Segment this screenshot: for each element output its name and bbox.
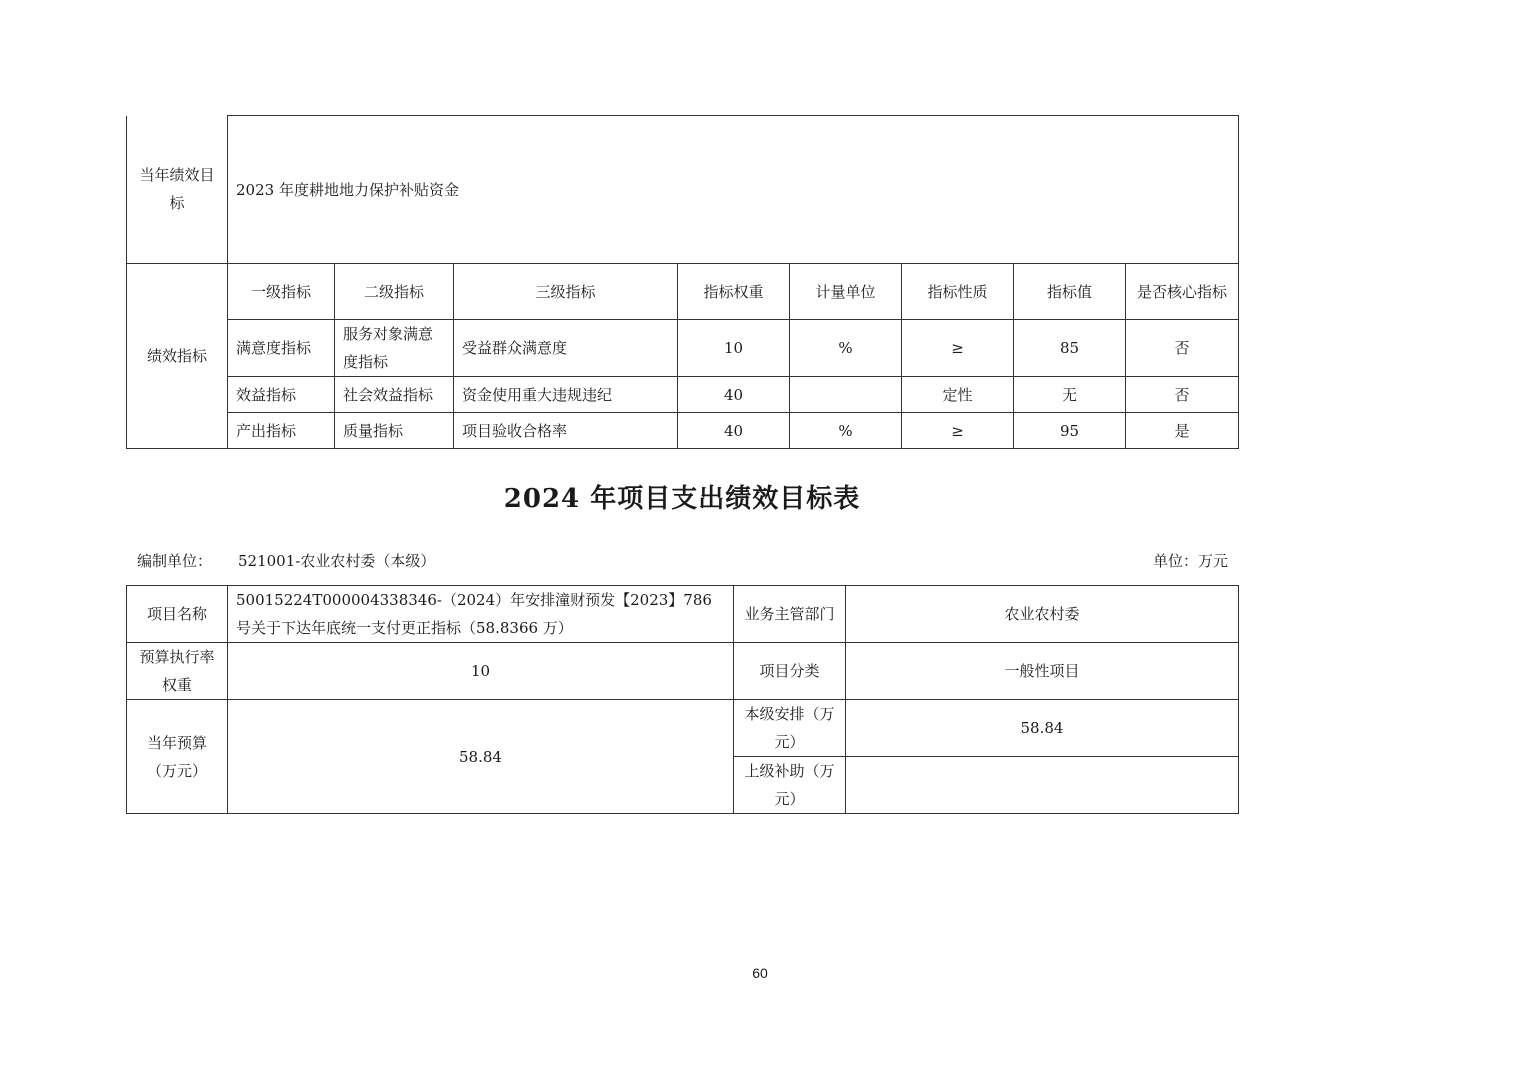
header-core: 是否核心指标 xyxy=(1126,264,1239,320)
cell-value: 无 xyxy=(1014,377,1126,413)
header-level3: 三级指标 xyxy=(454,264,678,320)
dept-label: 业务主管部门 xyxy=(734,586,846,643)
cell-nature: ≥ xyxy=(902,413,1014,449)
table-row xyxy=(127,413,1239,449)
compiling-unit-value: 521001-农业农村委（本级） xyxy=(238,552,436,570)
project-name-label: 项目名称 xyxy=(127,586,228,643)
upper-label: 上级补助（万元） xyxy=(734,757,846,814)
cell-level2: 社会效益指标 xyxy=(335,377,454,413)
cell-core: 否 xyxy=(1126,377,1239,413)
cell-value: 95 xyxy=(1014,413,1126,449)
cell-level1: 满意度指标 xyxy=(228,320,335,377)
header-weight: 指标权重 xyxy=(678,264,790,320)
cell-weight: 40 xyxy=(678,413,790,449)
project-info-table xyxy=(126,585,1239,814)
cell-level3: 受益群众满意度 xyxy=(454,320,678,377)
indicator-label: 绩效指标 xyxy=(127,264,228,449)
page-number: 60 xyxy=(752,965,768,981)
header-unit: 计量单位 xyxy=(790,264,902,320)
cell-nature: 定性 xyxy=(902,377,1014,413)
cell-unit xyxy=(790,377,902,413)
cell-level3: 资金使用重大违规违纪 xyxy=(454,377,678,413)
cell-level2: 服务对象满意度指标 xyxy=(335,320,454,377)
exec-weight-value: 10 xyxy=(228,643,734,700)
cell-core: 否 xyxy=(1126,320,1239,377)
currency-unit: 单位：万元 xyxy=(1152,552,1228,570)
performance-indicator-table xyxy=(126,115,1239,449)
goal-label: 当年绩效目标 xyxy=(127,116,228,264)
header-level2: 二级指标 xyxy=(335,264,454,320)
local-value: 58.84 xyxy=(846,700,1239,757)
category-value: 一般性项目 xyxy=(846,643,1239,700)
goal-text: 2023 年度耕地地力保护补贴资金 xyxy=(228,116,1239,264)
cell-level1: 产出指标 xyxy=(228,413,335,449)
cell-level1: 效益指标 xyxy=(228,377,335,413)
cell-nature: ≥ xyxy=(902,320,1014,377)
budget-value: 58.84 xyxy=(228,700,734,814)
cell-core: 是 xyxy=(1126,413,1239,449)
exec-weight-label: 预算执行率权重 xyxy=(127,643,228,700)
category-label: 项目分类 xyxy=(734,643,846,700)
cell-weight: 10 xyxy=(678,320,790,377)
project-name-value: 50015224T000004338346-（2024）年安排潼财预发【2023】786 号关于下达年底统一支付更正指标（58.8366 万） xyxy=(228,586,734,643)
local-label: 本级安排（万元） xyxy=(734,700,846,757)
cell-weight: 40 xyxy=(678,377,790,413)
upper-value xyxy=(846,757,1239,814)
dept-value: 农业农村委 xyxy=(846,586,1239,643)
table-row xyxy=(127,320,1239,377)
cell-level2: 质量指标 xyxy=(335,413,454,449)
header-level1: 一级指标 xyxy=(228,264,335,320)
cell-value: 85 xyxy=(1014,320,1126,377)
page-title: 2024 年项目支出绩效目标表 xyxy=(503,484,861,514)
cell-unit: % xyxy=(790,320,902,377)
cell-level3: 项目验收合格率 xyxy=(454,413,678,449)
cell-unit: % xyxy=(790,413,902,449)
header-nature: 指标性质 xyxy=(902,264,1014,320)
budget-label: 当年预算（万元） xyxy=(127,700,228,814)
compiling-unit-label: 编制单位： xyxy=(137,552,213,570)
header-value: 指标值 xyxy=(1014,264,1126,320)
table-row xyxy=(127,377,1239,413)
